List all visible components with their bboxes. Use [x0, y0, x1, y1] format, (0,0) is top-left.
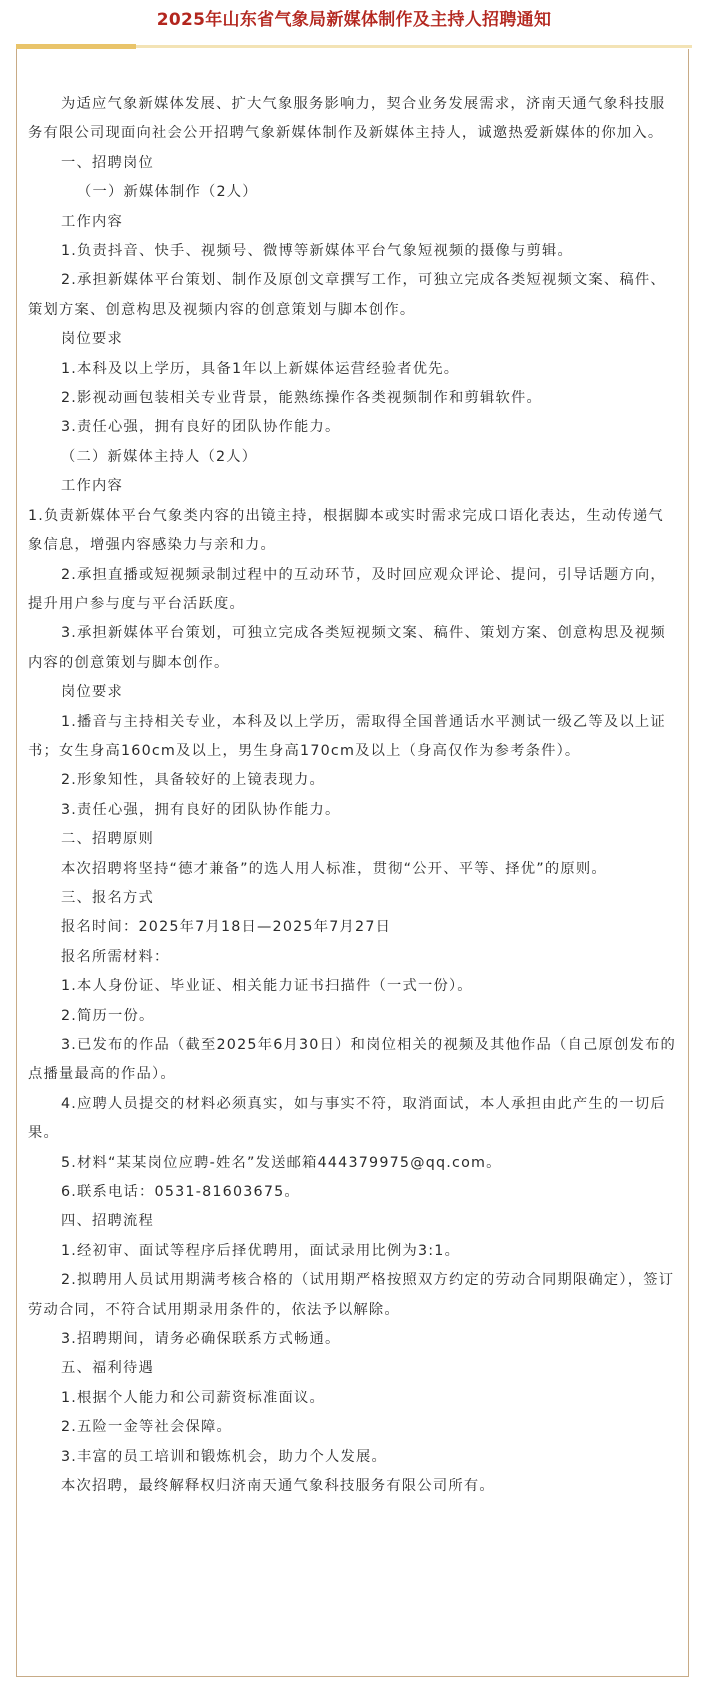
paragraph: 2.承担直播或短视频录制过程中的互动环节，及时回应观众评论、提问，引导话题方向，提升用户参与度与平台活跃度。: [28, 566, 666, 612]
paragraph: 五、福利待遇: [61, 1360, 154, 1377]
paragraph: 2.承担新媒体平台策划、制作及原创文章撰写工作，可独立完成各类短视频文案、稿件、策划方案、创意构思及视频内容的创意策划与脚本创作。: [28, 272, 666, 318]
page-title: 2025年山东省气象局新媒体制作及主持人招聘通知: [156, 10, 552, 30]
paragraph: 1.经初审、面试等程序后择优聘用，面试录用比例为3:1。: [61, 1242, 461, 1259]
paragraph: 二、招聘原则: [61, 831, 154, 848]
paragraph: 2.形象知性，具备较好的上镜表现力。: [61, 772, 325, 789]
paragraph: 2.影视动画包装相关专业背景，能熟练操作各类视频制作和剪辑软件。: [61, 390, 542, 407]
paragraph: 1.本人身份证、毕业证、相关能力证书扫描件（一式一份）。: [61, 978, 473, 995]
paragraph: 3.已发布的作品（截至2025年6月30日）和岗位相关的视频及其他作品（自己原创发布的点播量最高的作品）。: [28, 1037, 677, 1083]
paragraph: 3.责任心强，拥有良好的团队协作能力。: [61, 419, 341, 436]
paragraph: 1.本科及以上学历，具备1年以上新媒体运营经验者优先。: [61, 360, 460, 377]
paragraph: 2.拟聘用人员试用期满考核合格的（试用期严格按照双方约定的劳动合同期限确定），签订劳动合同，不符合试用期录用条件的，依法予以解除。: [28, 1272, 675, 1318]
paragraph: 岗位要求: [61, 684, 123, 701]
paragraph: （一）新媒体制作（2人）: [77, 184, 258, 201]
notice-body: [28, 90, 678, 1502]
paragraph: 5.材料“某某岗位应聘-姓名”发送邮箱444379975@qq.com。: [61, 1154, 502, 1171]
paragraph: 3.丰富的员工培训和锻炼机会，助力个人发展。: [61, 1448, 387, 1465]
paragraph: 本次招聘将坚持“德才兼备”的选人用人标准，贯彻“公开、平等、择优”的原则。: [61, 860, 607, 877]
paragraph: 本次招聘，最终解释权归济南天通气象科技服务有限公司所有。: [61, 1478, 495, 1495]
paragraph: 三、报名方式: [61, 889, 154, 906]
paragraph: 一、招聘岗位: [61, 154, 154, 171]
paragraph: 2.五险一金等社会保障。: [61, 1419, 233, 1436]
paragraph: 4.应聘人员提交的材料必须真实，如与事实不符，取消面试，本人承担由此产生的一切后果。: [28, 1095, 666, 1142]
paragraph: 1.负责抖音、快手、视频号、微博等新媒体平台气象短视频的摄像与剪辑。: [61, 243, 573, 260]
paragraph: 报名所需材料：: [61, 948, 170, 965]
paragraph: 岗位要求: [61, 331, 123, 348]
paragraph: （二）新媒体主持人（2人）: [61, 448, 258, 465]
paragraph: 1.根据个人能力和公司薪资标准面议。: [61, 1389, 325, 1406]
paragraph: 为适应气象新媒体发展、扩大气象服务影响力，契合业务发展需求，济南天通气象科技服务有限公司现面向社会公开招聘气象新媒体制作及新媒体主持人，诚邀热爱新媒体的你加入。: [28, 96, 666, 142]
title-underline: [136, 45, 692, 48]
paragraph: 工作内容: [61, 213, 123, 230]
paragraph: 3.招聘期间，请务必确保联系方式畅通。: [61, 1331, 341, 1348]
paragraph: 报名时间：2025年7月18日—2025年7月27日: [61, 919, 392, 936]
paragraph: 3.责任心强，拥有良好的团队协作能力。: [61, 801, 341, 818]
paragraph: 1.负责新媒体平台气象类内容的出镜主持，根据脚本或实时需求完成口语化表达，生动传递气象信息，增强内容感染力与亲和力。: [28, 507, 664, 554]
paragraph: 3.承担新媒体平台策划，可独立完成各类短视频文案、稿件、策划方案、创意构思及视频内容的创意策划与脚本创作。: [28, 625, 666, 671]
paragraph: 四、招聘流程: [61, 1213, 154, 1230]
paragraph: 2.简历一份。: [61, 1007, 155, 1024]
paragraph: 工作内容: [61, 478, 123, 495]
paragraph: 6.联系电话：0531-81603675。: [61, 1184, 300, 1201]
paragraph: 1.播音与主持相关专业，本科及以上学历，需取得全国普通话水平测试一级乙等及以上证书；女生身高160cm及以上，男生身高170cm及以上（身高仅作为参考条件）。: [28, 713, 666, 759]
